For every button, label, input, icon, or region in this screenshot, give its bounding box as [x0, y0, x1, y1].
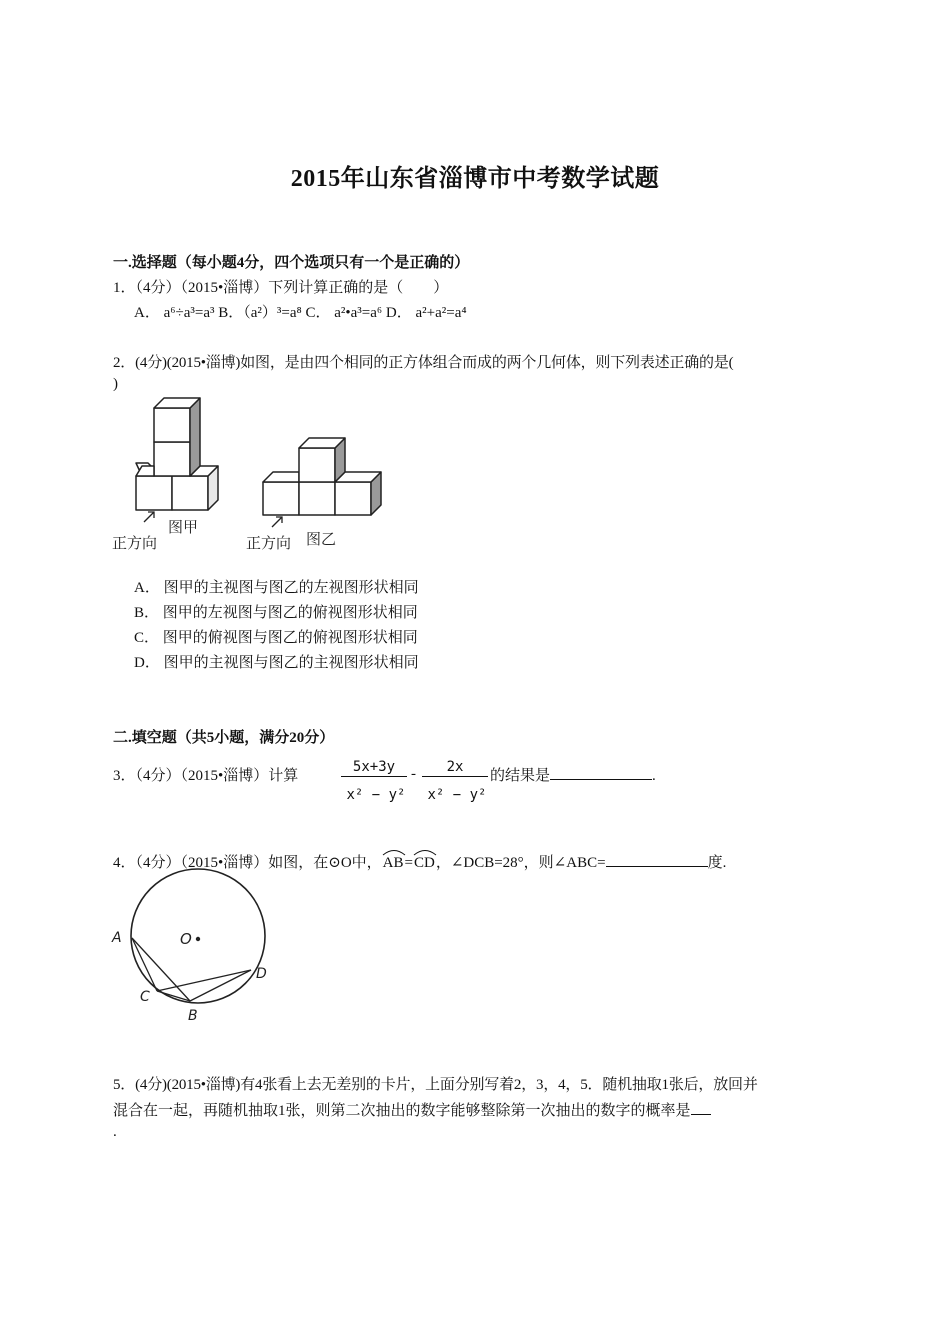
question-1-stem: 1．（4分）（2015•淄博）下列计算正确的是（ ）: [113, 280, 449, 296]
point-d-label: D: [256, 966, 267, 982]
question-2-option-b: B． 图甲的左视图与图乙的俯视图形状相同: [134, 605, 418, 621]
question-2-stem-line2: ): [113, 376, 118, 392]
section-heading-fill: 二.填空题（共5小题，满分20分）: [113, 730, 335, 746]
figure-b-label: 图乙: [306, 530, 337, 548]
arc-ab: [382, 855, 405, 872]
figure-a-direction-label: 正方向: [112, 534, 158, 552]
question-3-suffix: [490, 764, 656, 785]
cube-figures: [108, 396, 398, 556]
question-5-line2: [113, 1099, 711, 1120]
question-2-option-a: A． 图甲的主视图与图乙的左视图形状相同: [134, 580, 419, 596]
fraction-1-denominator: x² − y²: [346, 787, 406, 803]
question-3-prefix: 3．（4分）（2015•淄博）计算: [113, 768, 299, 784]
center-point: [196, 937, 200, 941]
figure-b-direction-label: 正方向: [246, 534, 292, 552]
fraction-2-numerator: 2x: [422, 759, 488, 777]
point-c-label: C: [140, 989, 150, 1005]
question-3-suffix-text: 的结果是: [490, 768, 551, 784]
question-1-options: A． a⁶÷a³=a³ B．（a²）³=a⁸ C． a²•a³=a⁶ D． a²+a²=a⁴: [134, 305, 467, 321]
question-2-option-c: C． 图甲的俯视图与图乙的俯视图形状相同: [134, 630, 418, 646]
point-a-label: A: [112, 930, 122, 946]
question-3-end: .: [652, 768, 656, 784]
answer-blank-4[interactable]: [606, 852, 708, 867]
section-heading-choice: 一.选择题（每小题4分，四个选项只有一个是正确的）: [113, 255, 470, 271]
page-title: 2015年山东省淄博市中考数学试题: [290, 166, 660, 192]
equals-sign: =: [404, 855, 413, 871]
arc-cd: [413, 855, 436, 872]
answer-blank-3[interactable]: [550, 765, 652, 780]
fraction-1-numerator: 5x+3y: [341, 759, 407, 777]
arc-cd-label: CD: [413, 855, 435, 871]
arc-ab-label: AB: [382, 855, 404, 871]
answer-blank-5[interactable]: [691, 1100, 711, 1115]
fraction-2-denominator: x² − y²: [427, 787, 487, 803]
question-4-mid: ，∠DCB=28°，则∠ABC=: [435, 855, 606, 871]
question-4-end: 度.: [707, 855, 727, 871]
point-b-label: B: [188, 1008, 198, 1024]
circle-figure: [108, 866, 278, 1028]
question-5-line3: .: [113, 1124, 117, 1140]
arc-cd-mark-icon: [413, 848, 437, 856]
arc-ab-mark-icon: [382, 848, 406, 856]
question-4-prefix: 4．（4分）（2015•淄博）如图，在⊙O中，: [113, 855, 382, 871]
question-5-line2-text: 混合在一起，再随机抽取1张，则第二次抽出的数字能够整除第一次抽出的数字的概率是: [113, 1103, 691, 1119]
question-2-option-d: D． 图甲的主视图与图乙的主视图形状相同: [134, 655, 419, 671]
circle-o: [131, 869, 265, 1003]
question-5-line1: 5．(4分)(2015•淄博)有4张看上去无差别的卡片，上面分别写着2，3，4，5．随机抽取1张后，放回并: [113, 1077, 758, 1093]
question-2-stem-line1: 2．(4分)(2015•淄博)如图，是由四个相同的正方体组合而成的两个几何体，则下列表述正确的是(: [113, 355, 734, 371]
minus-sign: -: [411, 766, 416, 782]
figure-a-label: 图甲: [168, 518, 199, 536]
point-o-label: O: [180, 930, 192, 948]
